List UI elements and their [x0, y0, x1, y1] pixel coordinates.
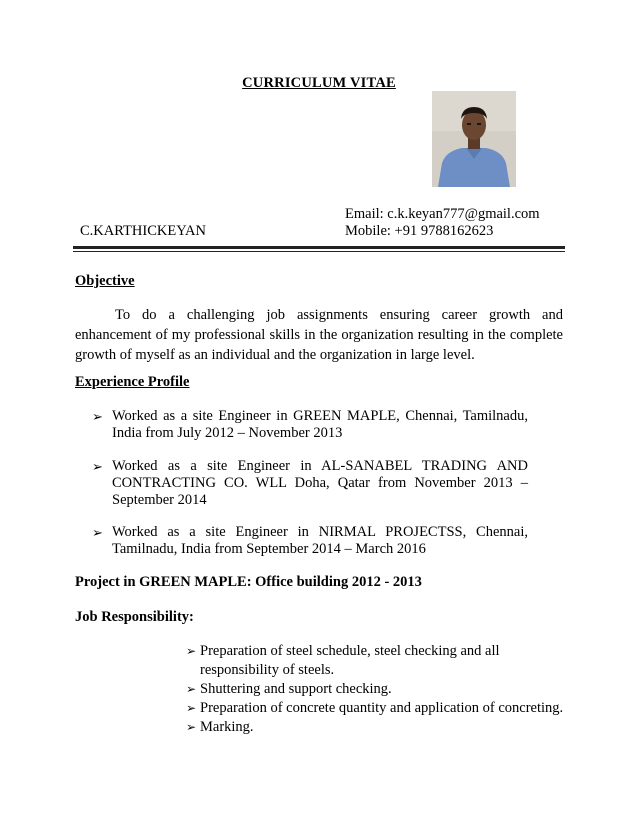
objective-text: To do a challenging job assignments ensuring career growth and enhancement of my professional skills in the organization resulting in the complete growth of myself as an individual and the organization in large level. — [75, 307, 563, 363]
experience-item-text: Worked as a site Engineer in AL-SANABEL TRADING AND CONTRACTING CO. WLL Doha, Qatar from November 2013 – September 2014 — [112, 458, 528, 508]
document-title: CURRICULUM VITAE — [242, 75, 396, 91]
responsibility-item — [186, 680, 576, 699]
objective-heading: Objective — [75, 273, 135, 289]
profile-photo-graphic — [432, 91, 516, 187]
candidate-name: C.KARTHICKEYAN — [80, 223, 207, 239]
project-heading: Project in GREEN MAPLE: Office building 2012 - 2013 — [75, 574, 422, 590]
arrow-bullet-icon: ➢ — [186, 644, 197, 658]
arrow-bullet-icon: ➢ — [186, 682, 197, 696]
experience-item — [92, 408, 528, 442]
profile-photo — [432, 91, 516, 187]
arrow-bullet-icon: ➢ — [92, 459, 103, 474]
header-divider-thin — [73, 251, 565, 252]
responsibility-item — [186, 642, 576, 680]
header-divider-thick — [73, 246, 565, 249]
responsibility-item-text: Marking. — [200, 719, 254, 735]
responsibility-item — [186, 699, 576, 718]
job-responsibility-heading: Job Responsibility: — [75, 609, 194, 625]
arrow-bullet-icon: ➢ — [92, 409, 103, 424]
experience-item — [92, 458, 528, 509]
arrow-bullet-icon: ➢ — [186, 720, 197, 734]
experience-item — [92, 524, 528, 558]
arrow-bullet-icon: ➢ — [92, 525, 103, 540]
responsibility-item — [186, 718, 576, 737]
responsibility-list — [186, 642, 576, 737]
experience-item-text: Worked as a site Engineer in GREEN MAPLE, Chennai, Tamilnadu, India from July 2012 – November 2013 — [112, 408, 528, 441]
arrow-bullet-icon: ➢ — [186, 701, 197, 715]
responsibility-item-text: Shuttering and support checking. — [200, 681, 392, 697]
email-line: Email: c.k.keyan777@gmail.com — [345, 206, 540, 222]
mobile-line: Mobile: +91 9788162623 — [345, 223, 494, 239]
responsibility-item-text: Preparation of steel schedule, steel checking and all responsibility of steels. — [200, 643, 500, 678]
experience-item-text: Worked as a site Engineer in NIRMAL PROJECTSS, Chennai, Tamilnadu, India from September 2014 – March 2016 — [112, 524, 528, 557]
responsibility-item-text: Preparation of concrete quantity and application of concreting. — [200, 700, 564, 716]
experience-heading: Experience Profile — [75, 374, 190, 390]
